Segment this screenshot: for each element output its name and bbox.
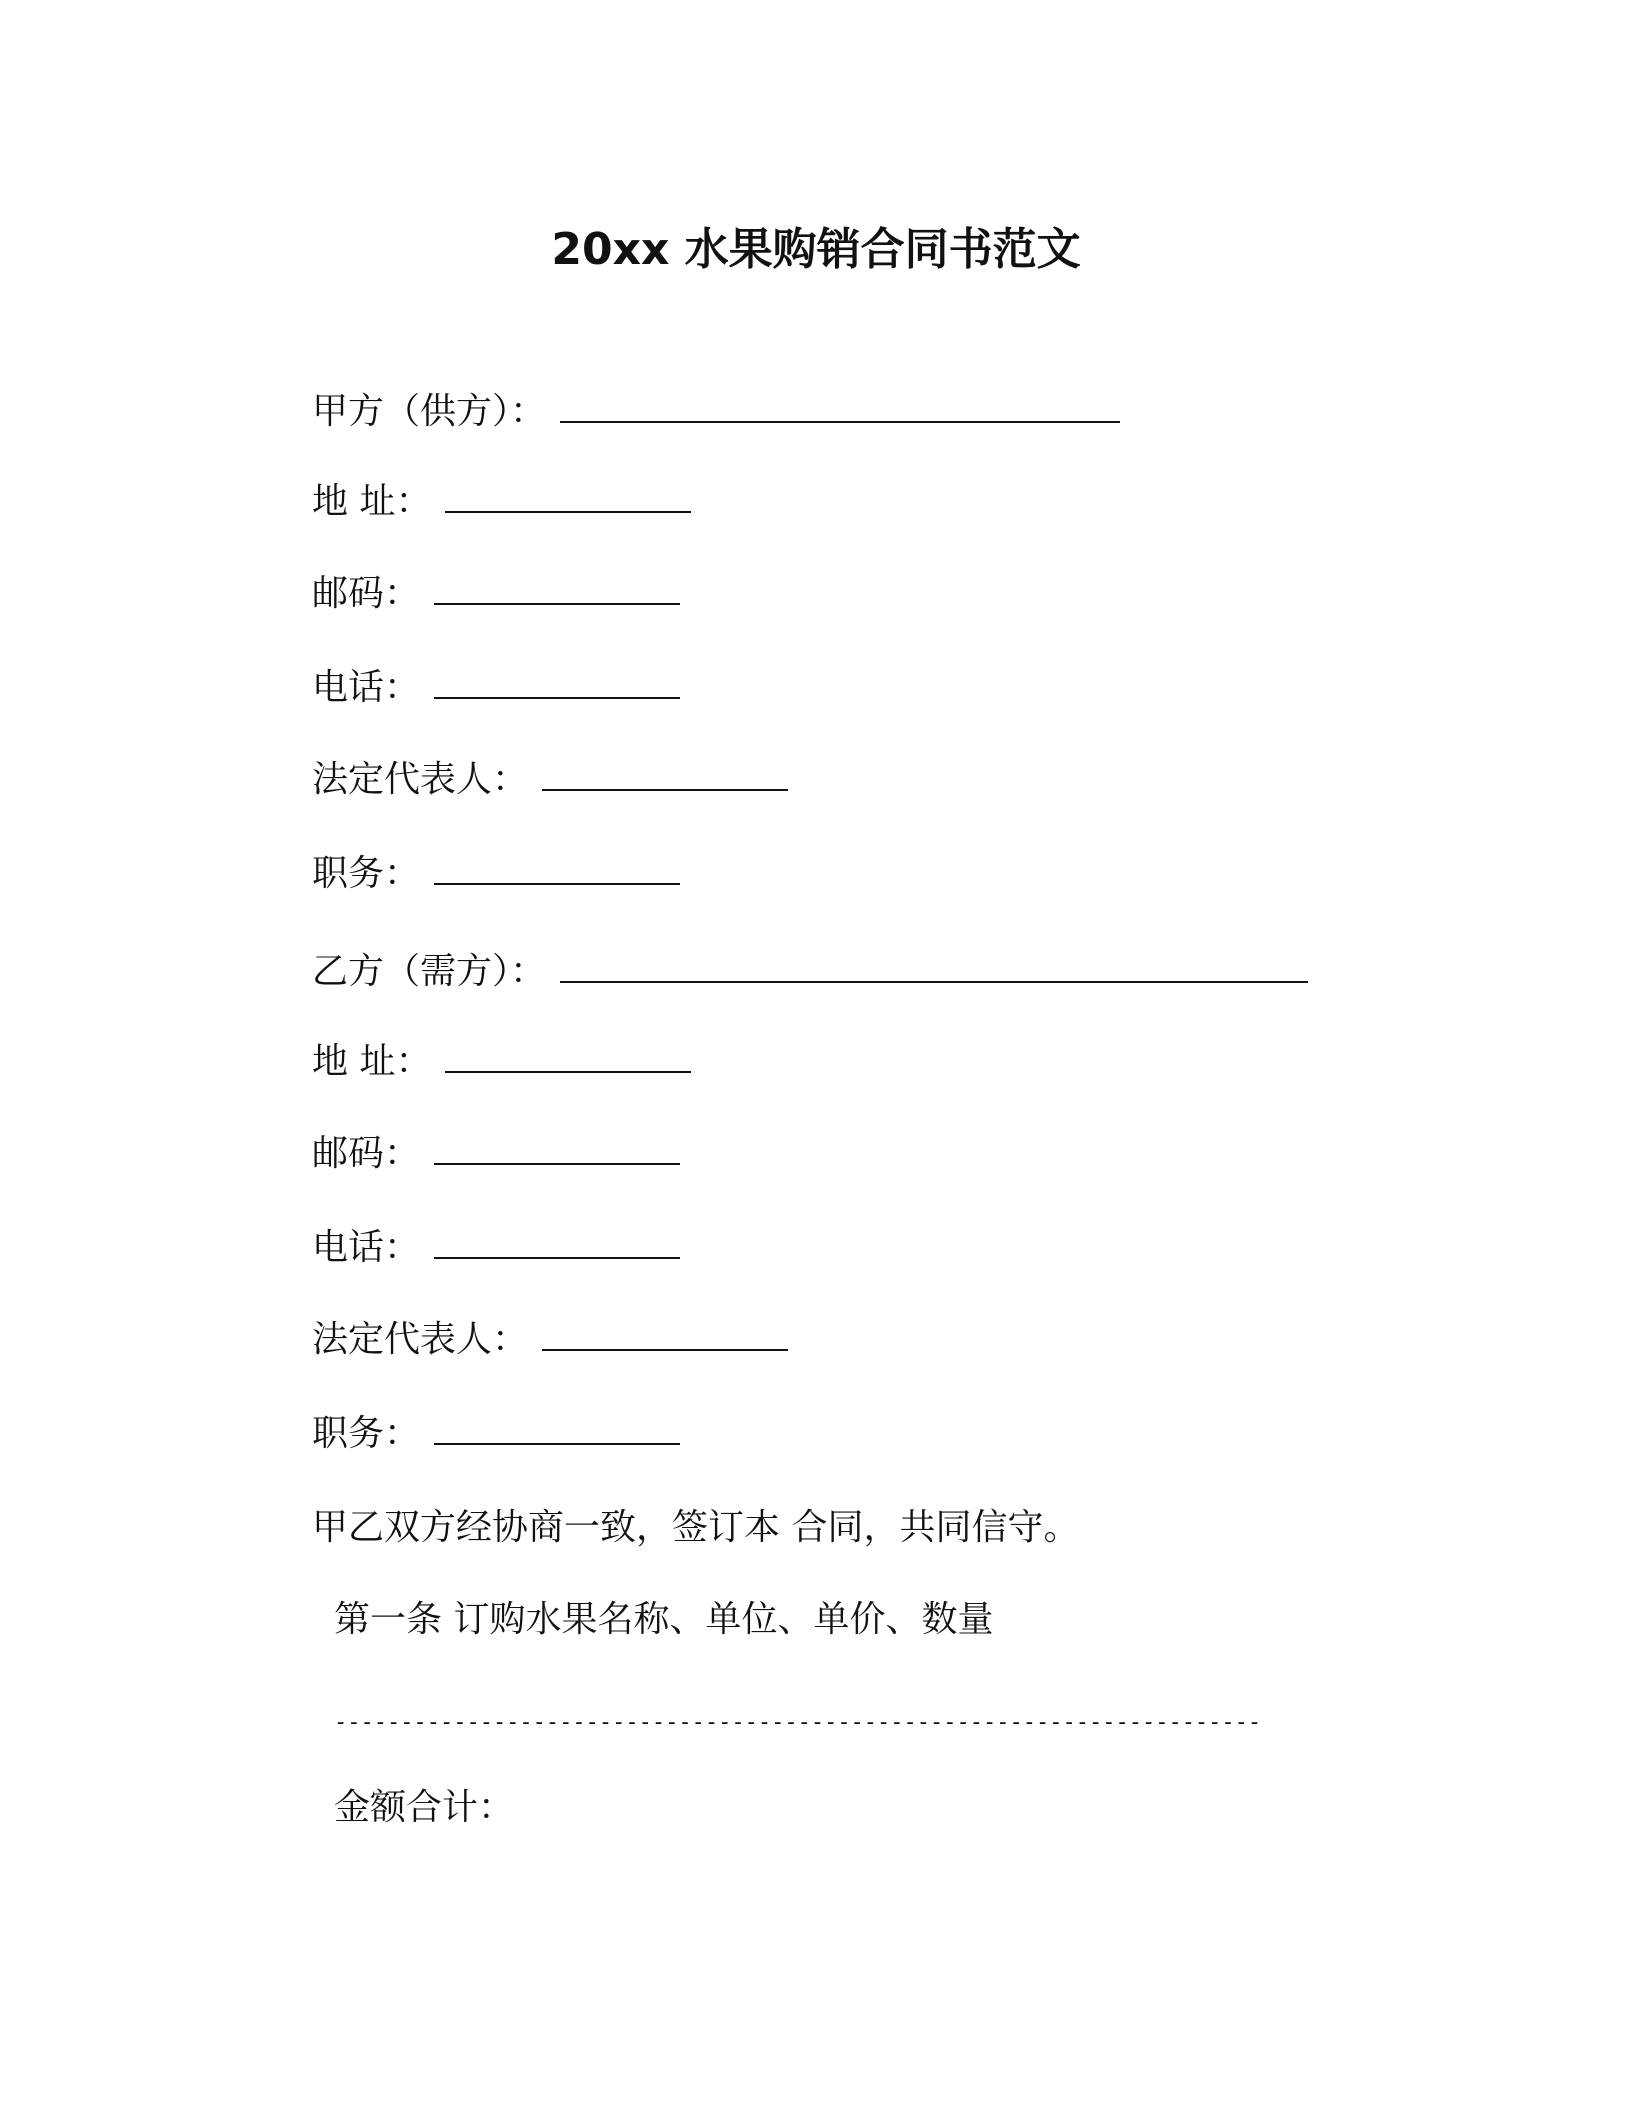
party-b-legal-rep-label: 法定代表人： xyxy=(312,1319,529,1360)
party-a-postcode-label: 邮码： xyxy=(312,573,421,614)
party-a-phone-label: 电话： xyxy=(312,667,421,708)
party-b-phone-label: 电话： xyxy=(312,1227,421,1268)
agreement-sentence: 甲乙双方经协商一致，签订本 合同，共同信守。 xyxy=(312,1507,1080,1548)
party-a-postcode-blank[interactable] xyxy=(434,573,680,605)
party-a-address-line xyxy=(312,478,691,526)
party-b-phone-blank[interactable] xyxy=(434,1227,680,1259)
dashed-rule: ---------------------------------------------------------------------- xyxy=(334,1710,1262,1735)
party-a-address-blank[interactable] xyxy=(445,481,691,513)
party-a-heading-line xyxy=(312,388,1120,436)
party-a-position-line xyxy=(312,850,680,898)
party-b-position-blank[interactable] xyxy=(434,1413,680,1445)
party-b-postcode-line xyxy=(312,1130,680,1178)
party-b-address-label: 地 址： xyxy=(312,1041,432,1082)
party-b-name-blank[interactable] xyxy=(560,951,1308,983)
party-a-address-label: 地 址： xyxy=(312,481,432,522)
party-b-heading: 乙方（需方）： xyxy=(312,951,547,992)
party-b-legal-rep-line xyxy=(312,1316,788,1364)
party-a-legal-rep-blank[interactable] xyxy=(542,759,788,791)
party-a-legal-rep-label: 法定代表人： xyxy=(312,759,529,800)
party-a-position-blank[interactable] xyxy=(434,853,680,885)
party-b-address-line xyxy=(312,1038,691,1086)
party-a-heading: 甲方（供方）： xyxy=(312,391,547,432)
party-a-legal-rep-line xyxy=(312,756,788,804)
party-a-position-label: 职务： xyxy=(312,853,421,894)
party-b-phone-line xyxy=(312,1224,680,1272)
party-b-postcode-blank[interactable] xyxy=(434,1133,680,1165)
party-b-position-label: 职务： xyxy=(312,1413,421,1454)
party-a-name-blank[interactable] xyxy=(560,391,1120,423)
party-b-postcode-label: 邮码： xyxy=(312,1133,421,1174)
total-amount-label: 金额合计： xyxy=(334,1787,515,1828)
party-a-phone-line xyxy=(312,664,680,712)
article-1-heading: 第一条 订购水果名称、单位、单价、数量 xyxy=(334,1599,994,1640)
party-b-address-blank[interactable] xyxy=(445,1041,691,1073)
party-a-postcode-line xyxy=(312,570,680,618)
party-b-legal-rep-blank[interactable] xyxy=(542,1319,788,1351)
document-title: 20xx 水果购销合同书范文 xyxy=(551,224,1081,275)
party-b-heading-line xyxy=(312,948,1308,996)
party-b-position-line xyxy=(312,1410,680,1458)
party-a-phone-blank[interactable] xyxy=(434,667,680,699)
